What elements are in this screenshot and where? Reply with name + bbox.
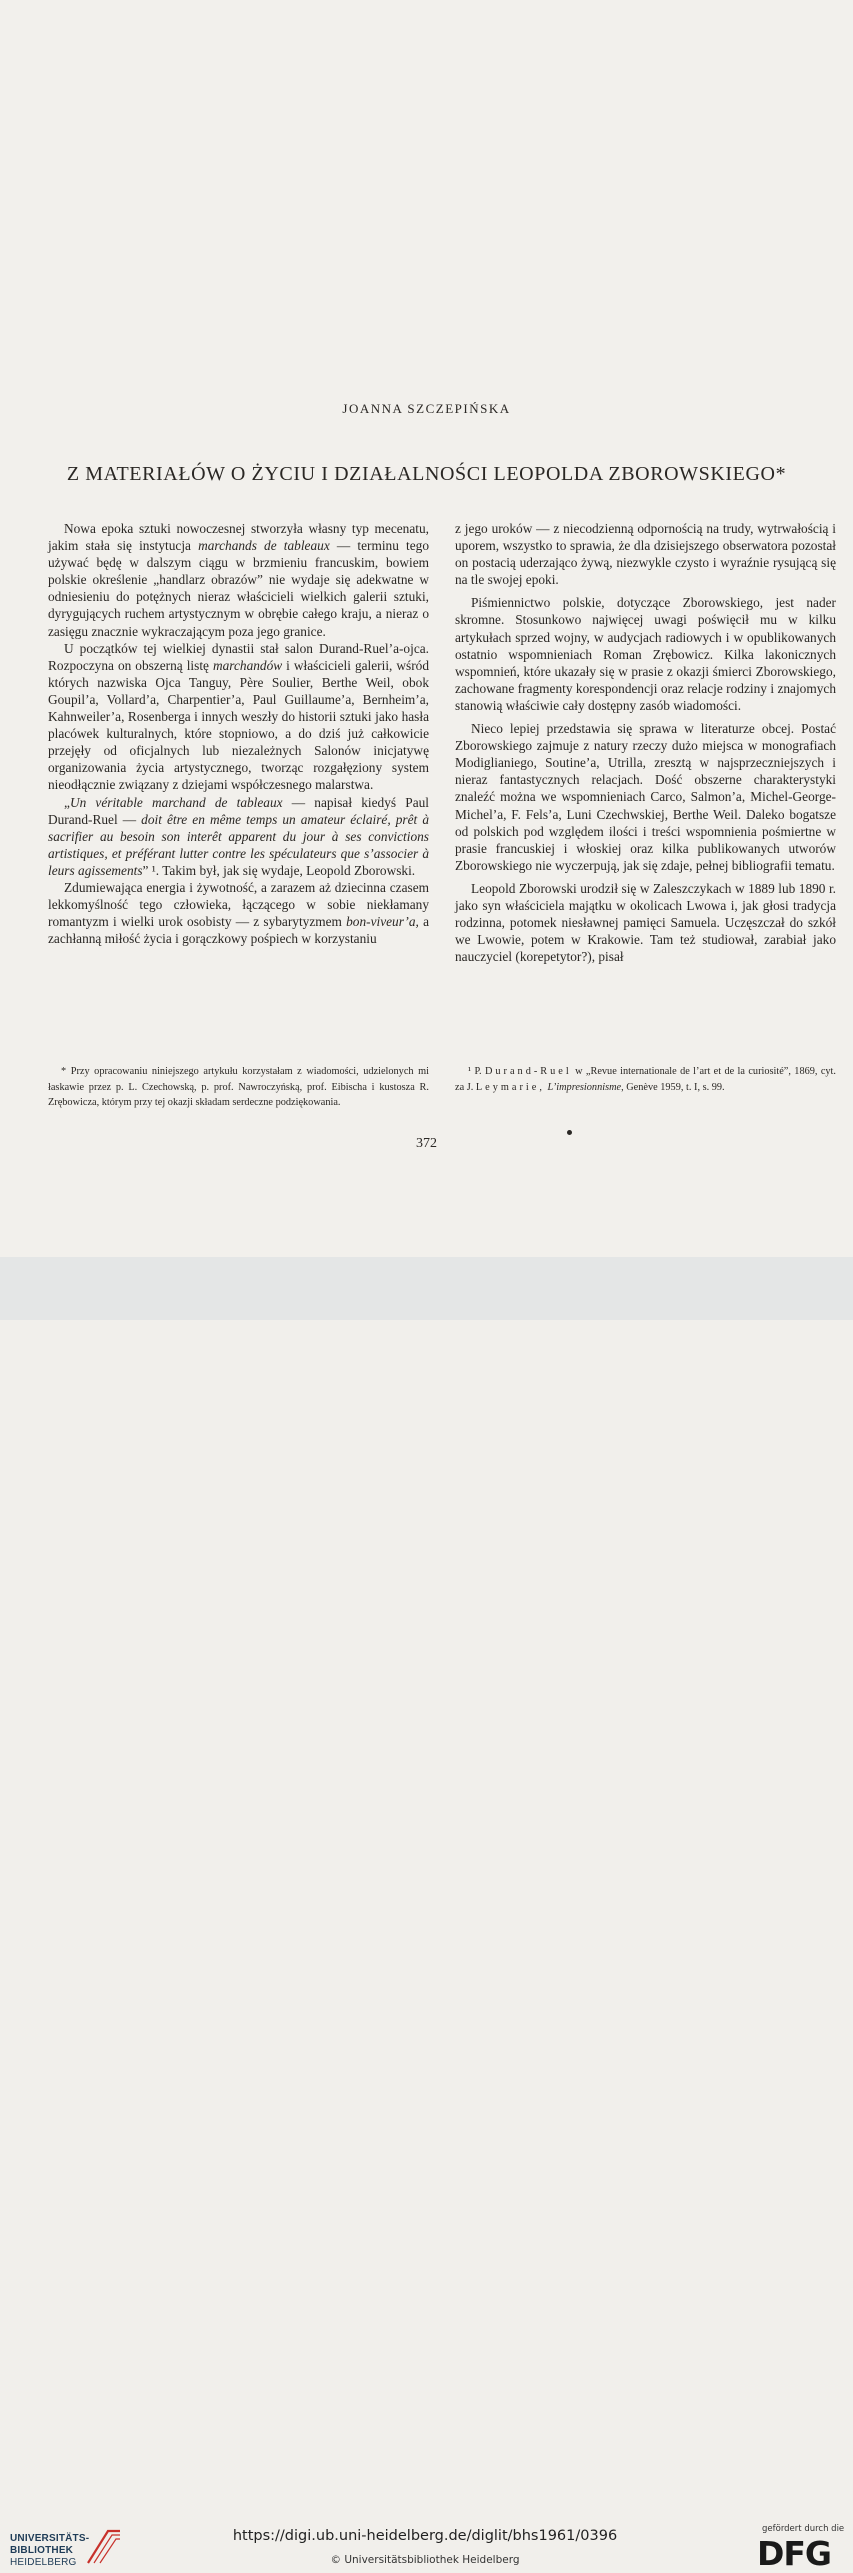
viewer-footer — [0, 1257, 853, 2573]
copyright-text: © Universitätsbibliothek Heidelberg — [330, 2554, 520, 2566]
permalink-url[interactable]: https://digi.ub.uni-heidelberg.de/diglit/bhs1961/0396 — [232, 2528, 618, 2544]
paragraph: „Un véritable marchand de tableaux — napisał kiedyś Paul Durand-Ruel — doit être en même temps un amateur éclairé, prêt à sacrifier au besoin son interêt apparent du jour à ses convictions artistiques, et préférant lutter contre les spéculateurs que s’associer à leurs agissements” ¹. Takim był, jak się wydaje, Leopold Zborowski. — [48, 794, 429, 878]
dfg-logo: DFG — [757, 2534, 832, 2573]
paragraph: Leopold Zborowski urodził się w Zaleszczykach w 1889 lub 1890 r. jako syn właściciela majątku w okolicach Lwowa i, jak głosi tradycja rodzinna, potomek niesławnej pamięci Samuela. Uczęszczał do szkół we Lwowie, potem w Krakowie. Tam też studiował, zarabiał jako nauczyciel (korepetytor?), pisał — [455, 880, 836, 965]
ink-speck — [567, 1130, 572, 1135]
paragraph: U początków tej wielkiej dynastii stał salon Durand-Ruel’a-ojca. Rozpoczyna on obszerną listę marchandów i właścicieli galerii, wśród których nazwiska Ojca Tanguy, Père Soulier, Berthe Weil, obok Goupil’a, Vollard’a, Charpentier’a, Paul Guillaume’a, Bernheim’a, Kahnweiler’a, Rosenberga i innych weszły do historii sztuki jako hasła placówek kulturalnych, które stopniowo, a do dziś już całkowicie przejęły od oficjalnych lub niezależnych Salonów inicjatywę organizowania życia artystycznego, tworząc rozgałęziony system nieodłącznie związany z dziejami współczesnego malarstwa. — [48, 640, 429, 793]
paragraph: Nieco lepiej przedstawia się sprawa w literaturze obcej. Postać Zborowskiego zajmuje z natury rzeczy dużo miejsca w monografiach Modiglianiego, Soutine’a, Utrilla, zresztą w najsprzeczniejszych i nieraz fantastycznych relacjach. Dość obszerne charakterystyki znaleźć można we wspomnieniach Carco, Salmon’a, Michel-George-Michel’a, F. Fels’a, Luni Czechwskiej, Berthe Weil. Daleko bogatsze od polskich pod względem ilości i treści wspomnienia pośmiertne w prasie francuskiej i włoskiej oraz kilka publikowanych utworów Zborowskiego nie wyczerpują, jak się zdaje, pełnej bibliografii tematu. — [455, 721, 836, 873]
article-author: JOANNA SZCZEPIŃSKA — [342, 401, 511, 416]
left-column — [48, 520, 429, 947]
footnote-1: ¹ P. Durand-Ruel w „Revue internationale de l’art et de la curiosité”, 1869, cyt. za J. Leymarie, L’impresionnisme, Genève 1959, t. I, s. 99. — [455, 1066, 836, 1093]
article-title: Z MATERIAŁÓW O ŻYCIU I DZIAŁALNOŚCI LEOPOLDA ZBOROWSKIEGO* — [66, 463, 787, 485]
library-logo-line2: BIBLIOTHEK — [10, 2545, 74, 2556]
dfg-caption: gefördert durch die — [762, 2524, 845, 2534]
paragraph: Zdumiewająca energia i żywotność, a zarazem aż dziecinna czasem lekkomyślność tego człowieka, łączącego w sobie niekłamany romantyzm i wielki urok osobisty — z sybarytyzmem bon-viveur’a, a zachłanną miłość życia i gorączkowy pośpiech w korzystaniu — [48, 879, 429, 947]
paragraph: Nowa epoka sztuki nowoczesnej stworzyła własny typ mecenatu, jakim stała się instytucja marchands de tableaux — terminu tego używać będę w dalszym ciągu w brzmieniu francuskim, bowiem polskie określenie „handlarz obrazów” nie wydaje się adekwatne w odniesieniu do potężnych nieraz właścicieli wielkich galerii sztuki, dyrygujących ruchem artystycznym w obrębie całego kraju, a nieraz o zasięgu znacznie wykraczającym poza jego granice. — [48, 521, 429, 639]
library-logo-line1: UNIVERSITÄTS- — [10, 2533, 90, 2544]
right-column — [455, 520, 836, 965]
paragraph: Piśmiennictwo polskie, dotyczące Zborowskiego, jest nader skromne. Stosunkowo najwięcej uwagi poświęcił mu w kilku artykułach sprzed wojny, w audycjach radiowych i w opublikowanych ostatnio wspomnieniach Roman Zrębowicz. Kilka lakonicznych wspomnień, które ukazały się w prasie z okazji śmierci Zborowskiego, zachowane fragmenty korespondencji oraz relacje rodziny i znajomych stanowią właściwie cały dostępny zasób wiadomości. — [455, 595, 836, 713]
scanned-page — [0, 0, 853, 1257]
page-number: 372 — [416, 1136, 437, 1151]
footnote-asterisk: * Przy opracowaniu niniejszego artykułu korzystałam z wiadomości, udzielonych mi łaskawie przez p. L. Czechowską, p. prof. Nawroczyńską, prof. Eibischa i kustosza R. Zrębowicza, którym przy tej okazji składam serdeczne podziękowania. — [48, 1066, 429, 1108]
library-logo-icon — [86, 2525, 122, 2569]
library-logo-line3: HEIDELBERG — [10, 2557, 77, 2568]
paragraph: z jego uroków — z niecodzienną odpornością na trudy, wytrwałością i uporem, wszystko to sprawia, że dla dzisiejszego obserwatora pozostał on postacią uderzająco żywą, niezwykle czysto i wyraźnie rysującą się na tle swojej epoki. — [455, 521, 836, 588]
